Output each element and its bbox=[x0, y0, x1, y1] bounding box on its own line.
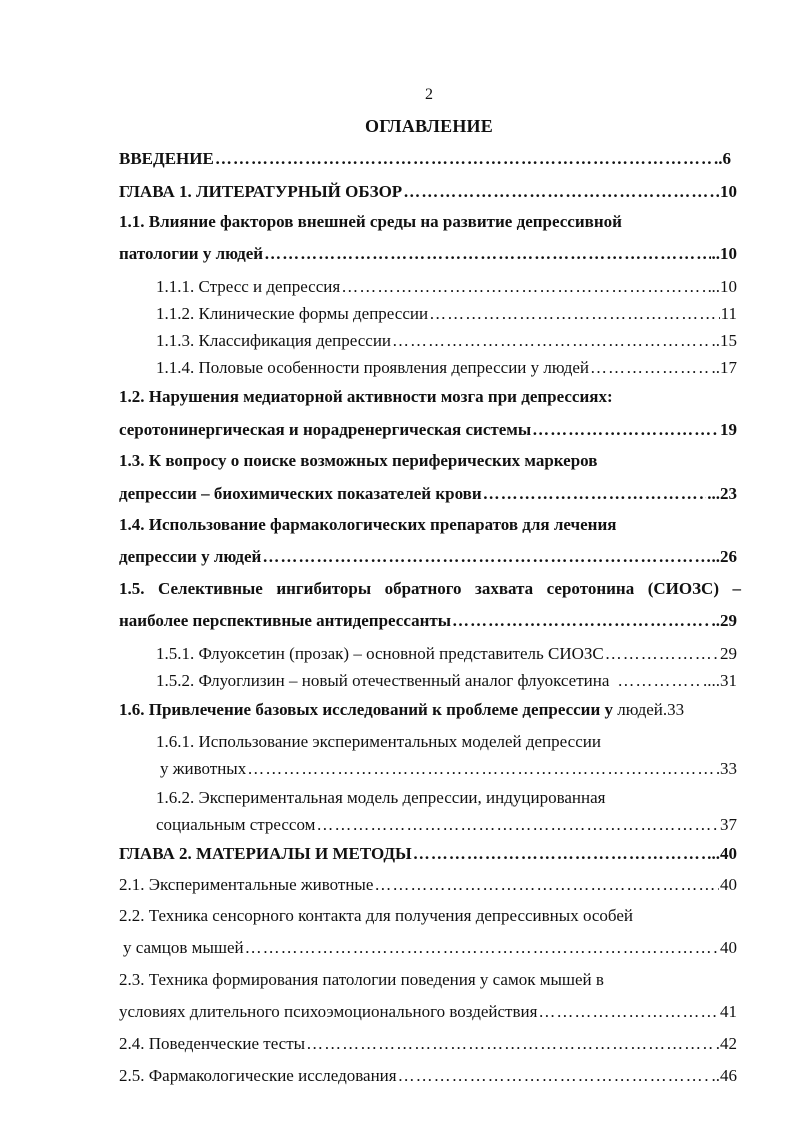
toc-leader-dots bbox=[429, 303, 720, 325]
toc-leader-dots bbox=[341, 276, 710, 298]
toc-leader-dots bbox=[398, 1065, 711, 1087]
toc-entry-page: ..29 bbox=[711, 611, 737, 630]
toc-entry-page: ..10 bbox=[711, 244, 737, 263]
toc-entry-page: 29 bbox=[720, 644, 737, 663]
toc-entry-2-5 bbox=[119, 1065, 737, 1087]
toc-leader-dots bbox=[617, 670, 702, 692]
toc-entry-page: ....31 bbox=[703, 671, 737, 690]
toc-entry-page: 40 bbox=[720, 938, 737, 957]
toc-entry-page: .42 bbox=[715, 1034, 737, 1053]
toc-leader-dots bbox=[264, 243, 710, 265]
toc-entry-label: у животных bbox=[160, 759, 247, 778]
toc-entry-1-6-1 bbox=[160, 758, 737, 780]
toc-entry-1-4-line1: 1.4. Использование фармакологических препаратов для лечения bbox=[119, 515, 617, 534]
toc-entry-page: 41 bbox=[720, 1002, 737, 1021]
toc-leader-dots bbox=[306, 1033, 715, 1055]
toc-entry-1-4 bbox=[119, 546, 737, 568]
toc-entry-page: ..10 bbox=[711, 277, 737, 296]
toc-entry-label: патологии у людей bbox=[119, 244, 264, 263]
toc-entry-label: ГЛАВА 1. ЛИТЕРАТУРНЫЙ ОБЗОР bbox=[119, 182, 403, 201]
toc-leader-dots bbox=[413, 843, 711, 865]
toc-entry-page: ...23 bbox=[707, 484, 737, 503]
toc-entry-1-1-2 bbox=[156, 303, 737, 325]
page-number: 2 bbox=[425, 86, 433, 103]
toc-entry-page: ..46 bbox=[711, 1066, 737, 1085]
toc-leader-dots bbox=[262, 546, 710, 568]
toc-entry-label: социальным стрессом bbox=[156, 815, 316, 834]
toc-entry-page: ..15 bbox=[711, 331, 737, 350]
toc-entry-1-1-line1: 1.1. Влияние факторов внешней среды на развитие депрессивной bbox=[119, 212, 622, 231]
toc-entry-label: 2.4. Поведенческие тесты bbox=[119, 1034, 306, 1053]
toc-entry-1-5-line1: 1.5. Селективные ингибиторы обратного захвата серотонина (СИОЗС) – bbox=[119, 579, 741, 598]
toc-entry-label: депрессии – биохимических показателей крови bbox=[119, 484, 482, 503]
toc-entry-page: ..26 bbox=[711, 547, 737, 566]
toc-entry-page: людей.33 bbox=[617, 700, 685, 719]
toc-leader-dots bbox=[247, 758, 719, 780]
toc-entry-label: 1.1.1. Стресс и депрессия bbox=[156, 277, 341, 296]
toc-leader-dots bbox=[538, 1001, 719, 1023]
toc-leader-dots bbox=[392, 330, 710, 352]
toc-entry-label: 2.1. Экспериментальные животные bbox=[119, 875, 374, 894]
toc-entry-label: 1.6. Привлечение базовых исследований к проблеме депрессии у bbox=[119, 700, 614, 719]
toc-entry-label: ГЛАВА 2. МАТЕРИАЛЫ И МЕТОДЫ bbox=[119, 844, 412, 863]
toc-entry-2-1 bbox=[119, 874, 737, 896]
toc-entry-1-5 bbox=[119, 610, 737, 632]
toc-entry-page: ..17 bbox=[711, 358, 737, 377]
toc-leader-dots bbox=[605, 643, 719, 665]
toc-entry-2-3-line1: 2.3. Техника формирования патологии поведения у самок мышей в bbox=[119, 970, 604, 989]
toc-entry-1-1-3 bbox=[156, 330, 737, 352]
toc-entry-2-4 bbox=[119, 1033, 737, 1055]
page-title: ОГЛАВЛЕНИЕ bbox=[365, 116, 493, 136]
toc-entry-1-6-1-line1: 1.6.1. Использование экспериментальных моделей депрессии bbox=[156, 732, 601, 751]
toc-entry-1-1 bbox=[119, 243, 737, 265]
toc-entry-label: 1.1.4. Половые особенности проявления депрессии у людей bbox=[156, 358, 590, 377]
toc-entry-label: наиболее перспективные антидепрессанты bbox=[119, 611, 451, 630]
toc-leader-dots bbox=[215, 148, 713, 170]
toc-entry-1-1-1 bbox=[156, 276, 737, 298]
toc-entry-label: 1.5.1. Флуоксетин (прозак) – основной представитель СИОЗС bbox=[156, 644, 604, 663]
toc-entry-2-2-line1: 2.2. Техника сенсорного контакта для получения депрессивных особей bbox=[119, 906, 633, 925]
toc-entry-1-2 bbox=[119, 419, 737, 441]
toc-entry-label: 1.1.3. Классификация депрессии bbox=[156, 331, 392, 350]
toc-leader-dots bbox=[374, 874, 719, 896]
toc-entry-page: ..6 bbox=[714, 149, 731, 168]
toc-entry-label: ВВЕДЕНИЕ bbox=[119, 149, 214, 168]
toc-leader-dots bbox=[245, 937, 719, 959]
toc-leader-dots bbox=[403, 181, 719, 203]
toc-entry-1-6-2-line1: 1.6.2. Экспериментальная модель депрессии, индуцированная bbox=[156, 788, 606, 807]
toc-entry-label: 1.5.2. Флуоглизин – новый отечественный аналог флуоксетина bbox=[156, 671, 610, 690]
toc-leader-dots bbox=[452, 610, 711, 632]
toc-entry-label: серотонинергическая и норадренергическая системы bbox=[119, 420, 532, 439]
toc-entry-1-5-1 bbox=[156, 643, 737, 665]
toc-entry-1-1-4 bbox=[156, 357, 737, 379]
toc-entry-2-2 bbox=[123, 937, 737, 959]
toc-leader-dots bbox=[532, 419, 719, 441]
toc-entry-chapter-2 bbox=[119, 843, 737, 865]
toc-entry-1-3-line1: 1.3. К вопросу о поиске возможных периферических маркеров bbox=[119, 451, 598, 470]
toc-entry-chapter-1 bbox=[119, 181, 737, 203]
toc-entry-1-6-2 bbox=[156, 814, 737, 836]
toc-entry-label: условиях длительного психоэмоционального воздействия bbox=[119, 1002, 538, 1021]
toc-leader-dots bbox=[483, 483, 707, 505]
toc-entry-label: у самцов мышей bbox=[123, 938, 244, 957]
toc-entry-2-3 bbox=[119, 1001, 737, 1023]
toc-leader-dots bbox=[316, 814, 719, 836]
toc-entry-label: 1.1.2. Клинические формы депрессии bbox=[156, 304, 429, 323]
toc-entry-1-5-2 bbox=[156, 670, 737, 692]
toc-entry-1-2-line1: 1.2. Нарушения медиаторной активности мозга при депрессиях: bbox=[119, 387, 613, 406]
toc-entry-label: 2.5. Фармакологические исследования bbox=[119, 1066, 397, 1085]
toc-entry-introduction bbox=[119, 148, 731, 170]
toc-entry-page: 19 bbox=[720, 420, 737, 439]
toc-entry-page: 10 bbox=[720, 182, 737, 201]
toc-entry-page: 11 bbox=[720, 304, 737, 323]
toc-entry-1-6 bbox=[119, 699, 684, 721]
toc-entry-page: 37 bbox=[720, 815, 737, 834]
toc-entry-page: 40 bbox=[720, 875, 737, 894]
toc-entry-label: депрессии у людей bbox=[119, 547, 262, 566]
toc-entry-1-3 bbox=[119, 483, 737, 505]
toc-leader-dots bbox=[590, 357, 710, 379]
toc-entry-page: 33 bbox=[720, 759, 737, 778]
toc-entry-page: ..40 bbox=[711, 844, 737, 863]
